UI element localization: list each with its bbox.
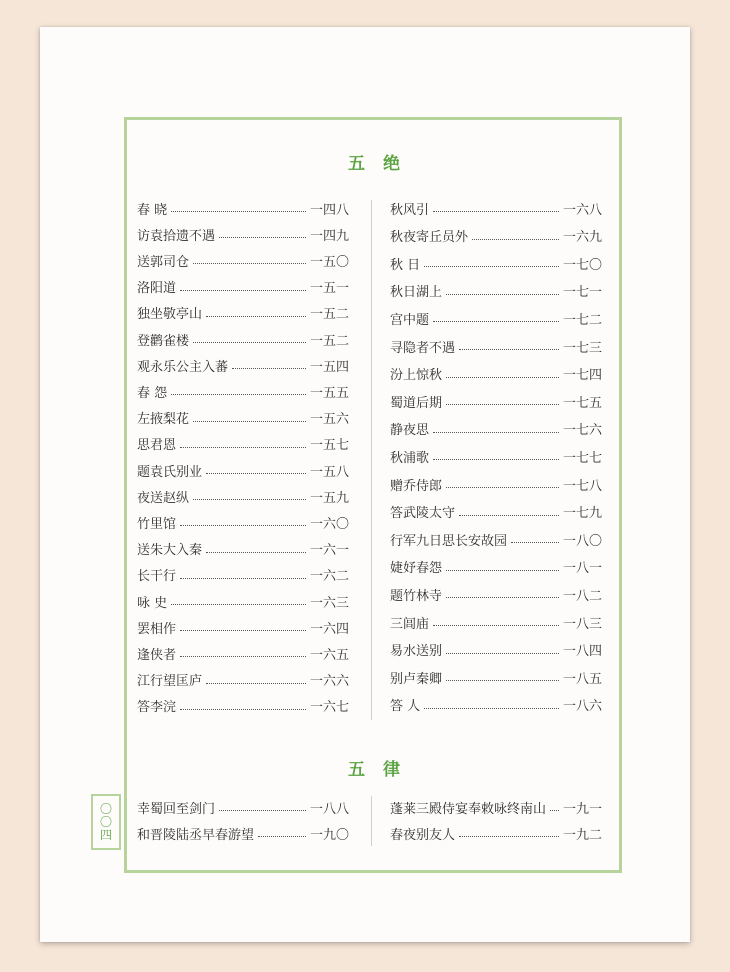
toc-entry[interactable] (137, 695, 349, 717)
toc-entry-page: 一八一 (562, 561, 602, 577)
toc-entry[interactable] (390, 501, 602, 523)
toc-entry-page: 一七四 (562, 368, 602, 384)
dot-leader (446, 376, 559, 378)
toc-entry-page: 一八四 (562, 644, 602, 660)
toc-entry-page: 一七二 (562, 312, 602, 328)
toc-entry-title: 静夜思 (390, 423, 430, 439)
dot-leader (180, 289, 306, 291)
toc-entry[interactable] (137, 354, 349, 376)
dot-leader (180, 524, 306, 526)
toc-entry[interactable] (137, 407, 349, 429)
toc-entry-title: 三闾庙 (390, 616, 430, 632)
toc-entry-page: 一八二 (562, 588, 602, 604)
toc-entry-page: 一六九 (562, 230, 602, 246)
dot-leader (180, 708, 306, 710)
dot-leader (171, 393, 306, 395)
page-number-tab (91, 794, 121, 850)
toc-entry-page: 一五七 (309, 438, 349, 454)
toc-entry-title: 春 怨 (137, 385, 168, 401)
toc-entry-title: 送朱大入秦 (137, 543, 203, 559)
toc-entry-title: 江行望匡庐 (137, 674, 203, 690)
toc-entry[interactable] (137, 249, 349, 271)
toc-entry-title: 赠乔侍郎 (390, 478, 443, 494)
toc-entry[interactable] (390, 528, 602, 550)
toc-entry-page: 一六六 (309, 674, 349, 690)
toc-entry-title: 汾上惊秋 (390, 368, 443, 384)
toc-entry[interactable] (390, 666, 602, 688)
toc-entry[interactable] (390, 639, 602, 661)
dot-leader (433, 320, 559, 322)
toc-entry[interactable] (390, 694, 602, 716)
toc-entry[interactable] (137, 380, 349, 402)
toc-entry[interactable] (137, 669, 349, 691)
dot-leader (219, 236, 306, 238)
toc-entry[interactable] (390, 280, 602, 302)
toc-entry-title: 登鹳雀楼 (137, 333, 190, 349)
toc-entry[interactable] (390, 796, 602, 818)
toc-entry[interactable] (390, 225, 602, 247)
toc-entry-title: 题袁氏别业 (137, 464, 203, 480)
toc-entry-page: 一五六 (309, 412, 349, 428)
toc-entry[interactable] (390, 473, 602, 495)
dot-leader (433, 624, 559, 626)
dot-leader (258, 835, 306, 837)
toc-entry-page: 一七七 (562, 450, 602, 466)
toc-entry[interactable] (137, 485, 349, 507)
toc-entry[interactable] (137, 459, 349, 481)
dot-leader (446, 596, 559, 598)
toc-entry[interactable] (390, 822, 602, 844)
toc-entry[interactable] (390, 556, 602, 578)
toc-entry-title: 行军九日思长安故园 (390, 533, 508, 549)
toc-entry-page: 一九〇 (309, 827, 349, 843)
toc-entry-title: 秋夜寄丘员外 (390, 230, 469, 246)
page-number-digit: 四 (99, 827, 112, 842)
dot-leader (550, 809, 559, 811)
toc-entry[interactable] (137, 822, 349, 844)
toc-entry[interactable] (137, 276, 349, 298)
toc-entry[interactable] (137, 616, 349, 638)
toc-entry[interactable] (137, 197, 349, 219)
toc-entry-title: 洛阳道 (137, 281, 177, 297)
toc-entry-page: 一六七 (309, 700, 349, 716)
toc-entry[interactable] (137, 302, 349, 324)
toc-entry[interactable] (137, 511, 349, 533)
toc-entry-page: 一八〇 (562, 533, 602, 549)
toc-entry[interactable] (137, 796, 349, 818)
toc-entry-title: 罢相作 (137, 621, 177, 637)
dot-leader (459, 835, 559, 837)
toc-entry-title: 答李浣 (137, 700, 177, 716)
toc-entry-page: 一四八 (309, 202, 349, 218)
toc-entry-title: 蓬莱三殿侍宴奉敕咏终南山 (390, 801, 547, 817)
toc-entry[interactable] (390, 418, 602, 440)
toc-entry-title: 别卢秦卿 (390, 671, 443, 687)
toc-entry-title: 访袁拾遗不遇 (137, 228, 216, 244)
toc-entry-title: 答武陵太守 (390, 506, 456, 522)
toc-entry-page: 一四九 (309, 228, 349, 244)
toc-entry[interactable] (390, 252, 602, 274)
toc-entry-title: 竹里馆 (137, 516, 177, 532)
toc-entry-page: 一六五 (309, 647, 349, 663)
toc-entry-page: 一七九 (562, 506, 602, 522)
toc-entry-page: 一六〇 (309, 516, 349, 532)
dot-leader (446, 569, 559, 571)
dot-leader (193, 341, 306, 343)
toc-entry[interactable] (137, 538, 349, 560)
toc-entry-title: 秋 日 (390, 257, 421, 273)
toc-entry[interactable] (137, 590, 349, 612)
dot-leader (446, 486, 559, 488)
toc-entry[interactable] (137, 223, 349, 245)
dot-leader (171, 603, 306, 605)
dot-leader (206, 472, 306, 474)
toc-entry-title: 左掖梨花 (137, 412, 190, 428)
toc-entry-title: 秋浦歌 (390, 450, 430, 466)
dot-leader (180, 446, 306, 448)
column-divider (371, 200, 372, 720)
toc-entry-page: 一七八 (562, 478, 602, 494)
toc-entry-page: 一六八 (562, 202, 602, 218)
dot-leader (171, 210, 306, 212)
toc-entry[interactable] (390, 335, 602, 357)
toc-entry-title: 婕妤春怨 (390, 561, 443, 577)
toc-entry-page: 一七一 (562, 285, 602, 301)
dot-leader (193, 262, 306, 264)
toc-entry-title: 题竹林寺 (390, 588, 443, 604)
toc-entry-page: 一五一 (309, 281, 349, 297)
toc-entry[interactable] (137, 642, 349, 664)
toc-entry-title: 送郭司仓 (137, 254, 190, 270)
toc-entry[interactable] (137, 433, 349, 455)
toc-entry-title: 易水送别 (390, 644, 443, 660)
toc-entry-page: 一五四 (309, 359, 349, 375)
dot-leader (193, 498, 306, 500)
dot-leader (433, 431, 559, 433)
toc-entry-page: 一八六 (562, 699, 602, 715)
dot-leader (424, 707, 559, 709)
toc-entry-page: 一七三 (562, 340, 602, 356)
toc-entry-page: 一六一 (309, 543, 349, 559)
toc-entry-page: 一六四 (309, 621, 349, 637)
toc-entry-page: 一九一 (562, 801, 602, 817)
toc-entry-title: 逢侠者 (137, 647, 177, 663)
toc-entry-page: 一六二 (309, 569, 349, 585)
dot-leader (433, 210, 559, 212)
column-divider (371, 796, 372, 846)
toc-entry-title: 秋日湖上 (390, 285, 443, 301)
toc-entry[interactable] (137, 328, 349, 350)
dot-leader (472, 238, 559, 240)
section-title-wujue: 五绝 (348, 154, 418, 174)
toc-entry-title: 独坐敬亭山 (137, 307, 203, 323)
toc-entry-title: 春 晓 (137, 202, 168, 218)
toc-entry-page: 一七五 (562, 395, 602, 411)
dot-leader (206, 315, 306, 317)
toc-entry-page: 一九二 (562, 827, 602, 843)
toc-entry-title: 寻隐者不遇 (390, 340, 456, 356)
dot-leader (180, 655, 306, 657)
toc-entry[interactable] (137, 564, 349, 586)
toc-entry-page: 一八五 (562, 671, 602, 687)
toc-entry-title: 和晋陵陆丞早春游望 (137, 827, 255, 843)
dot-leader (446, 403, 559, 405)
toc-entry-title: 春夜别友人 (390, 827, 456, 843)
toc-entry[interactable] (390, 197, 602, 219)
toc-entry-title: 宫中题 (390, 312, 430, 328)
dot-leader (446, 652, 559, 654)
toc-entry-title: 蜀道后期 (390, 395, 443, 411)
toc-entry[interactable] (390, 583, 602, 605)
dot-leader (219, 809, 306, 811)
page-number-digit: 〇 (99, 801, 112, 816)
dot-leader (446, 679, 559, 681)
dot-leader (193, 420, 306, 422)
section-title-wulv: 五律 (348, 760, 418, 780)
dot-leader (206, 551, 306, 553)
toc-entry-page: 一五五 (309, 385, 349, 401)
dot-leader (424, 265, 559, 267)
dot-leader (446, 293, 559, 295)
dot-leader (459, 514, 559, 516)
dot-leader (232, 367, 306, 369)
toc-entry[interactable] (390, 363, 602, 385)
page-number-digit: 〇 (99, 814, 112, 829)
toc-entry-title: 观永乐公主入蕃 (137, 359, 229, 375)
toc-entry-title: 咏 史 (137, 595, 168, 611)
toc-entry-page: 一七〇 (562, 257, 602, 273)
toc-entry-page: 一五〇 (309, 254, 349, 270)
toc-entry-page: 一五二 (309, 307, 349, 323)
dot-leader (180, 577, 306, 579)
toc-entry-page: 一五二 (309, 333, 349, 349)
toc-entry-page: 一八三 (562, 616, 602, 632)
toc-entry[interactable] (390, 307, 602, 329)
dot-leader (180, 629, 306, 631)
toc-entry[interactable] (390, 445, 602, 467)
dot-leader (433, 458, 559, 460)
dot-leader (459, 348, 559, 350)
toc-entry[interactable] (390, 611, 602, 633)
toc-entry-page: 一六三 (309, 595, 349, 611)
toc-entry-title: 夜送赵纵 (137, 490, 190, 506)
toc-entry-title: 秋风引 (390, 202, 430, 218)
toc-entry-title: 长干行 (137, 569, 177, 585)
toc-entry-page: 一五九 (309, 490, 349, 506)
toc-entry[interactable] (390, 390, 602, 412)
toc-entry-title: 思君恩 (137, 438, 177, 454)
toc-entry-page: 一七六 (562, 423, 602, 439)
toc-entry-page: 一五八 (309, 464, 349, 480)
toc-entry-title: 幸蜀回至剑门 (137, 801, 216, 817)
dot-leader (511, 541, 559, 543)
toc-entry-page: 一八八 (309, 801, 349, 817)
dot-leader (206, 682, 306, 684)
toc-entry-title: 答 人 (390, 699, 421, 715)
